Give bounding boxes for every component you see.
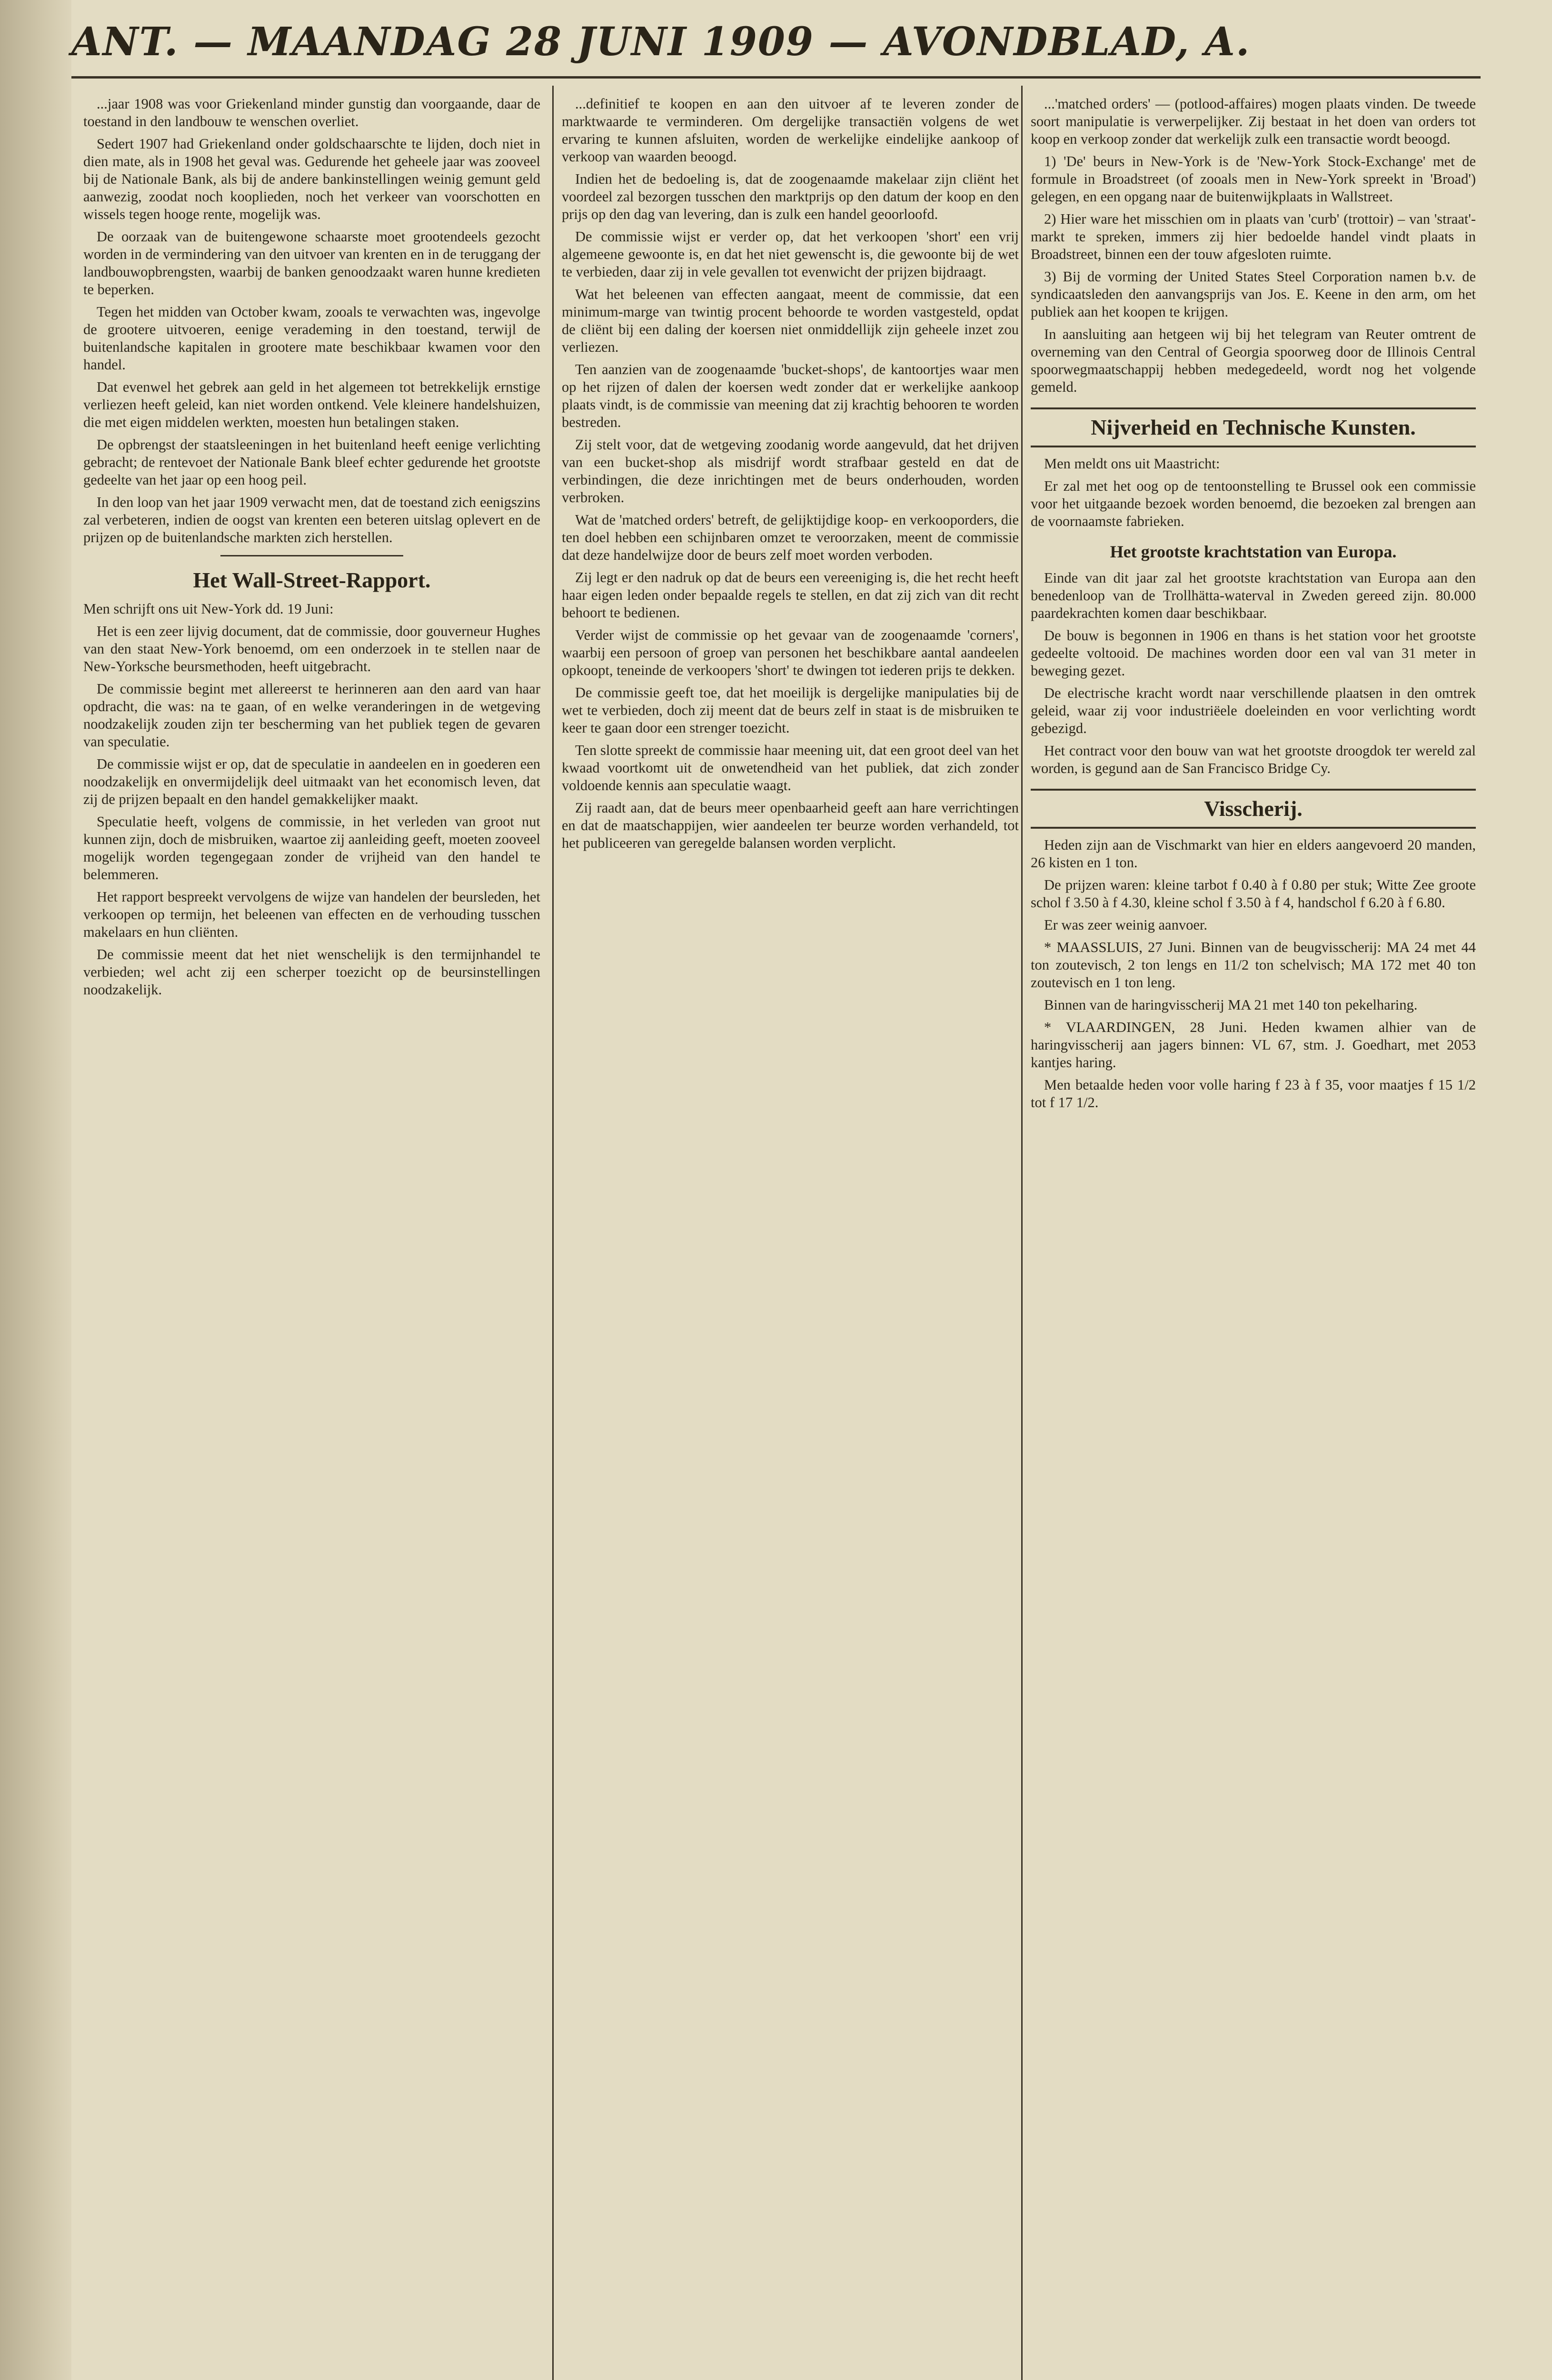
article-paragraph: Er zal met het oog op de tentoonstelling te Brussel ook een commissie voor het uitgaande bezoek worden benoemd, die bezoeken zal brengen aan de voornaamste fabrieken. bbox=[1031, 478, 1476, 529]
article-paragraph: In aansluiting aan hetgeen wij bij het telegram van Reuter omtrent de overneming van den Central of Georgia spoorweg door de Illinois Central spoorwegmaatschappij hebben medegedeeld, wordt nog het volgende gemeld. bbox=[1031, 326, 1476, 395]
column-3 bbox=[1031, 95, 1476, 2380]
article-paragraph: De commissie begint met allereerst te herinneren aan den aard van haar opdracht, die was: na te gaan, of en welke veranderingen in de wetgeving noodzakelijk zouden zijn ter bescherming van het publiek tegen de gevaren van speculatie. bbox=[83, 681, 540, 750]
section-heading-visscherij: Visscherij. bbox=[1031, 789, 1476, 829]
article-paragraph: Binnen van de haringvisscherij MA 21 met 140 ton pekelharing. bbox=[1044, 997, 1418, 1013]
article-paragraph: Ten slotte spreekt de commissie haar meening uit, dat een groot deel van het kwaad voortkomt uit de onwetendheid van het publiek, dat zich zonder voldoende kennis aan speculatie waagt. bbox=[562, 742, 1019, 793]
article-paragraph: Dat evenwel het gebrek aan geld in het algemeen tot betrekkelijk ernstige verliezen heeft geleid, kan niet worden ontkend. Vele kleinere handelshuizen, die met eigen middelen werkten, moesten hun betalingen staken. bbox=[83, 379, 540, 430]
page-header: ANT. — MAANDAG 28 JUNI 1909 — AVONDBLAD, A. bbox=[71, 19, 1251, 65]
column-2 bbox=[562, 95, 1019, 2380]
page-left-edge bbox=[0, 0, 71, 2380]
article-paragraph: Het is een zeer lijvig document, dat de commissie, door gouverneur Hughes van den staat New-York benoemd, om een onderzoek in te stellen naar de New-Yorksche beursmethoden, heeft uitgebracht. bbox=[83, 623, 540, 674]
article-paragraph: ...definitief te koopen en aan den uitvoer af te leveren zonder de marktwaarde te verminderen. Om dergelijke transactiën volgens de wet ervaring te kunnen afsluiten, worden de werkelijke eindelijke aankoop of verkoop van waarden beoogd. bbox=[562, 96, 1019, 165]
section-heading-nijverheid: Nijverheid en Technische Kunsten. bbox=[1031, 407, 1476, 447]
header-rule bbox=[71, 76, 1481, 79]
article-paragraph: De commissie wijst er verder op, dat het verkoopen 'short' een vrij algemeene gewoonte is, en dat het niet gewenscht is, die gewoonte bij de wet te verbieden, daar zij in vele gevallen tot evenwicht der prijzen bijdraagt. bbox=[562, 228, 1019, 280]
article-paragraph: Zij legt er den nadruk op dat de beurs een vereeniging is, die het recht heeft haar eigen leden onder bepaalde regels te stellen, en dat zij zich van dit recht behoort te bedienen. bbox=[562, 569, 1019, 621]
article-paragraph: Heden zijn aan de Vischmarkt van hier en elders aangevoerd 20 manden, 26 kisten en 1 ton. bbox=[1031, 837, 1476, 871]
article-paragraph: Speculatie heeft, volgens de commissie, in het verleden van groot nut kunnen zijn, doch de misbruiken, waartoe zij aanleiding geeft, moeten zooveel mogelijk worden tegengegaan zonder de vrijheid van den handel te belemmeren. bbox=[83, 813, 540, 883]
article-paragraph: De commissie wijst er op, dat de speculatie in aandeelen en in goederen een noodzakelijk en onvermijdelijk deel uitmaakt van het economisch leven, dat zij de prijzen bepaalt en den handel gemakkelijker maakt. bbox=[83, 756, 540, 807]
article-paragraph: Ten aanzien van de zoogenaamde 'bucket-shops', de kantoortjes waar men op het rijzen of dalen der koersen wedt zonder dat er werkelijke aankoop plaats vindt, is de commissie van meening dat zij krachtig behooren te worden bestreden. bbox=[562, 361, 1019, 430]
article-paragraph: Er was zeer weinig aanvoer. bbox=[1044, 917, 1207, 933]
article-paragraph: Men betaalde heden voor volle haring f 23 à f 35, voor maatjes f 15 1/2 tot f 17 1/2. bbox=[1031, 1077, 1476, 1111]
article-dateline: Men schrijft ons uit New-York dd. 19 Juni: bbox=[83, 601, 334, 617]
article-paragraph: De prijzen waren: kleine tarbot f 0.40 à f 0.80 per stuk; Witte Zee groote schol f 3.50 à f 4.30, kleine schol f 3.50 à f 4, handschol f 6.20 à f 6.80. bbox=[1031, 877, 1476, 911]
column-divider-2 bbox=[1021, 86, 1023, 2380]
article-paragraph: Zij stelt voor, dat de wetgeving zoodanig worde aangevuld, dat het drijven van een bucket-shop als misdrijf wordt strafbaar gesteld en dat de verbindingen, die deze inrichtingen met de beurs onderhouden, worden verbroken. bbox=[562, 436, 1019, 506]
article-paragraph: Wat het beleenen van effecten aangaat, meent de commissie, dat een minimum-marge van twintig procent behoorde te worden vastgesteld, opdat de cliënt bij een daling der koersen niet onmiddellijk zijn geheele inzet zou verliezen. bbox=[562, 286, 1019, 355]
article-paragraph: De opbrengst der staatsleeningen in het buitenland heeft eenige verlichting gebracht; de rentevoet der Nationale Bank bleef echter gedurende het grootste gedeelte van het jaar op een hoog peil. bbox=[83, 436, 540, 488]
footnote: 1) 'De' beurs in New-York is de 'New-York Stock-Exchange' met de formule in Broadstreet (of zooals men in New-York spreekt in 'Broad') gelegen, en een opgang naar de buitenwijkplaats in Wallstreet. bbox=[1031, 153, 1476, 205]
article-paragraph: Indien het de bedoeling is, dat de zoogenaamde makelaar zijn cliënt het voordeel zal bezorgen tusschen den marktprijs op den datum der koop en den prijs op den dag van levering, dan is zulk een handel geoorloofd. bbox=[562, 171, 1019, 222]
article-paragraph: De commissie geeft toe, dat het moeilijk is dergelijke manipulaties bij de wet te verbieden, doch zij meent dat de beurs zelf in staat is de misbruiken te keer te gaan door een strenger toezicht. bbox=[562, 684, 1019, 736]
footnote: 3) Bij de vorming der United States Steel Corporation namen b.v. de syndicaatsleden den aanvangsprijs van Jos. E. Keene in den arm, om het publiek aan het koopen te krijgen. bbox=[1031, 268, 1476, 320]
article-heading-krachtstation: Het grootste krachtstation van Europa. bbox=[1110, 542, 1397, 561]
article-paragraph: Einde van dit jaar zal het grootste krachtstation van Europa aan den benedenloop van de Trollhätta-waterval in Zweden gereed zijn. 80.000 paardekrachten komen daar beschikbaar. bbox=[1031, 570, 1476, 621]
article-paragraph: De oorzaak van de buitengewone schaarste moet grootendeels gezocht worden in de vermindering van den uitvoer van krenten en in de teruggang der landbouwopbrengsten, waarbij de banken genoodzaakt waren hunne kredieten te beperken. bbox=[83, 228, 540, 298]
article-paragraph: * MAASSLUIS, 27 Juni. Binnen van de beugvisscherij: MA 24 met 44 ton zoutevisch, 2 ton lengs en 11/2 ton schelvisch; MA 172 met 40 ton zoutevisch en 1 ton leng. bbox=[1031, 939, 1476, 991]
article-paragraph: Wat de 'matched orders' betreft, de gelijktijdige koop- en verkooporders, die ten doel hebben een schijnbaren omzet te veroorzaken, meent de commissie dat deze handelwijze door de beurs zelf moet worden verboden. bbox=[562, 512, 1019, 563]
article-paragraph: * VLAARDINGEN, 28 Juni. Heden kwamen alhier van de haringvisscherij aan jagers binnen: VL 67, stm. J. Goedhart, met 2053 kantjes haring. bbox=[1031, 1019, 1476, 1071]
article-heading-wall-street: Het Wall-Street-Rapport. bbox=[193, 568, 431, 592]
article-paragraph: Het rapport bespreekt vervolgens de wijze van handelen der beursleden, het verkoopen op termijn, het beleenen van effecten en de verhouding tusschen makelaars en hun cliënten. bbox=[83, 889, 540, 940]
article-paragraph: In den loop van het jaar 1909 verwacht men, dat de toestand zich eenigszins zal verbeteren, indien de oogst van krenten een beteren uitslag oplevert en de prijzen op de buitenlandsche markten zich herstellen. bbox=[83, 494, 540, 545]
article-paragraph: De electrische kracht wordt naar verschillende plaatsen in den omtrek geleid, waar zij voor industriëele doeleinden en voor verlichting wordt gebezigd. bbox=[1031, 685, 1476, 736]
column-1 bbox=[83, 95, 540, 2380]
footnote: 2) Hier ware het misschien om in plaats van 'curb' (trottoir) – van 'straat'-markt te spreken, immers zij hier bedoelde handel vindt plaats in Broadstreet, binnen een der touw afgesloten ruimte. bbox=[1031, 211, 1476, 262]
article-paragraph: Verder wijst de commissie op het gevaar van de zoogenaamde 'corners', waarbij een persoon of groep van personen het beschikbare aantal aandeelen opkoopt, teneinde de verkoopers 'short' te dwingen tot iederen prijs te dekken. bbox=[562, 627, 1019, 678]
article-paragraph: Het contract voor den bouw van wat het grootste droogdok ter wereld zal worden, is gegund aan de San Francisco Bridge Cy. bbox=[1031, 743, 1476, 776]
section-separator bbox=[220, 555, 403, 556]
article-paragraph: ...'matched orders' — (potlood-affaires) mogen plaats vinden. De tweede soort manipulatie is verwerpelijker. Zij bestaat in het doen van orders tot koop en verkoop zonder dat werkelijk zulk een transactie wordt beoogd. bbox=[1031, 96, 1476, 147]
article-paragraph: De bouw is begonnen in 1906 en thans is het station voor het grootste gedeelte voltooid. De machines worden door een val van 31 meter in beweging gezet. bbox=[1031, 627, 1476, 679]
article-paragraph: Men meldt ons uit Maastricht: bbox=[1044, 456, 1220, 472]
article-paragraph: ...jaar 1908 was voor Griekenland minder gunstig dan voorgaande, daar de toestand in den landbouw te wenschen overliet. bbox=[83, 96, 540, 129]
article-paragraph: Tegen het midden van October kwam, zooals te verwachten was, ingevolge de grootere uitvoeren, eenige verademing in den toestand, terwijl de buitenlandsche kapitalen in grootere mate beschikbaar kwamen voor den handel. bbox=[83, 304, 540, 373]
column-divider-1 bbox=[552, 86, 554, 2380]
article-paragraph: De commissie meent dat het niet wenschelijk is den termijnhandel te verbieden; wel acht zij een scherper toezicht op de beursinstellingen noodzakelijk. bbox=[83, 946, 540, 998]
article-paragraph: Sedert 1907 had Griekenland onder goldschaarschte te lijden, doch niet in dien mate, als in 1908 het geval was. Gedurende het geheele jaar was zooveel bij de Nationale Bank, als bij de andere bankinstellingen weinig gemunt geld aanwezig, zoodat noch kooplieden, noch het verkeer van voorschotten en wissels tegen hooge rente, mogelijk was. bbox=[83, 136, 540, 222]
article-paragraph: Zij raadt aan, dat de beurs meer openbaarheid geeft aan hare verrichtingen en dat de maatschappijen, wier aandeelen ter beurze worden verhandeld, tot het publiceeren van geregelde balansen worden verplicht. bbox=[562, 800, 1019, 851]
